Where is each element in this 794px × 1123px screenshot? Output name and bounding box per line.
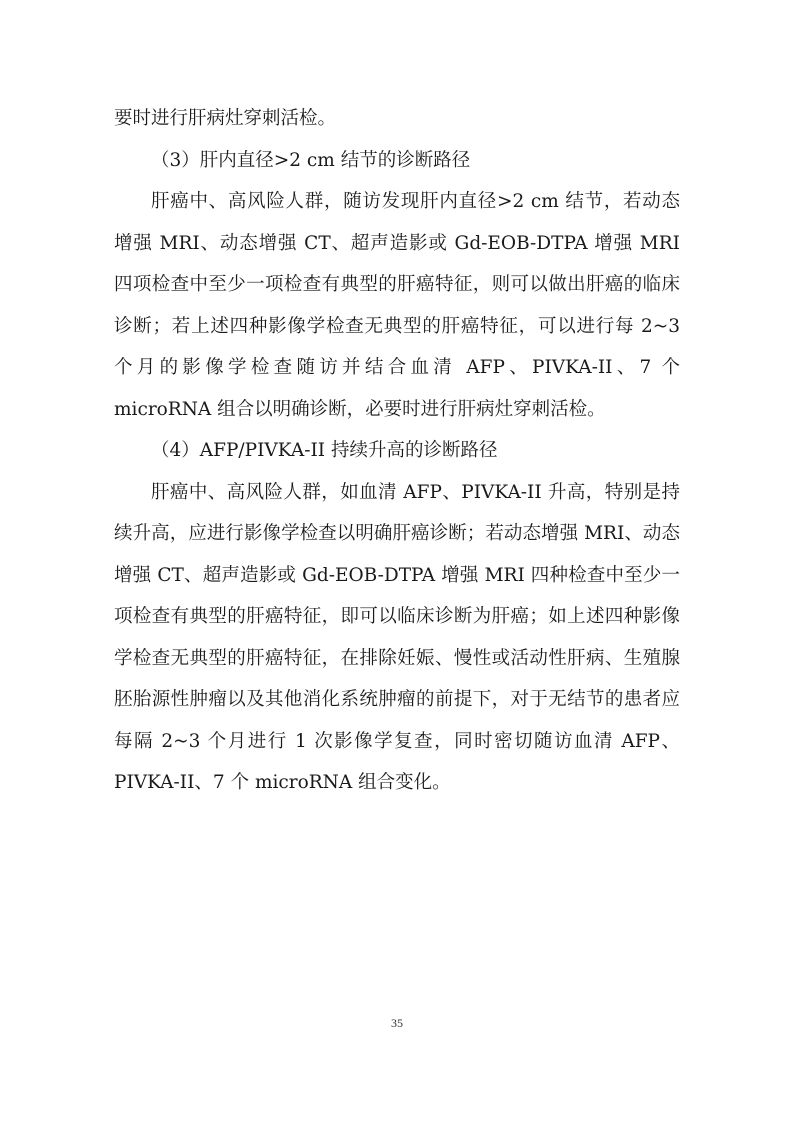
body-text <box>114 98 680 804</box>
page-number: 35 <box>391 1016 403 1030</box>
section-3-paragraph: 肝癌中、高风险人群，随访发现肝内直径>2 cm 结节，若动态增强 MRI、动态增强 CT、超声造影或 Gd-EOB-DTPA 增强 MRI 四项检查中至少一项检查有典型的肝癌特征，则可以做出肝癌的临床诊断；若上述四种影像学检查无典型的肝癌特征，可以进行每 2~3 个月的影像学检查随访并结合血清 AFP、PIVKA-II、7 个 microRNA 组合以明确诊断，必要时进行肝病灶穿刺活检。 <box>114 191 680 420</box>
continuation-paragraph: 要时进行肝病灶穿刺活检。 <box>114 108 337 129</box>
section-4-paragraph: 肝癌中、高风险人群，如血清 AFP、PIVKA-II 升高，特别是持续升高，应进行影像学检查以明确肝癌诊断；若动态增强 MRI、动态增强 CT、超声造影或 Gd-EOB-DTPA 增强 MRI 四种检查中至少一项检查有典型的肝癌特征，即可以临床诊断为肝癌；如上述四种影像学检查无典型的肝癌特征，在排除妊娠、慢性或活动性肝病、生殖腺胚胎源性肿瘤以及其他消化系统肿瘤的前提下，对于无结节的患者应每隔 2~3 个月进行 1 次影像学复查，同时密切随访血清 AFP、PIVKA-II、7 个 microRNA 组合变化。 <box>114 481 680 793</box>
section-4-heading: （4）AFP/PIVKA-II 持续升高的诊断路径 <box>151 440 498 461</box>
section-3-heading: （3）肝内直径>2 cm 结节的诊断路径 <box>151 149 471 171</box>
